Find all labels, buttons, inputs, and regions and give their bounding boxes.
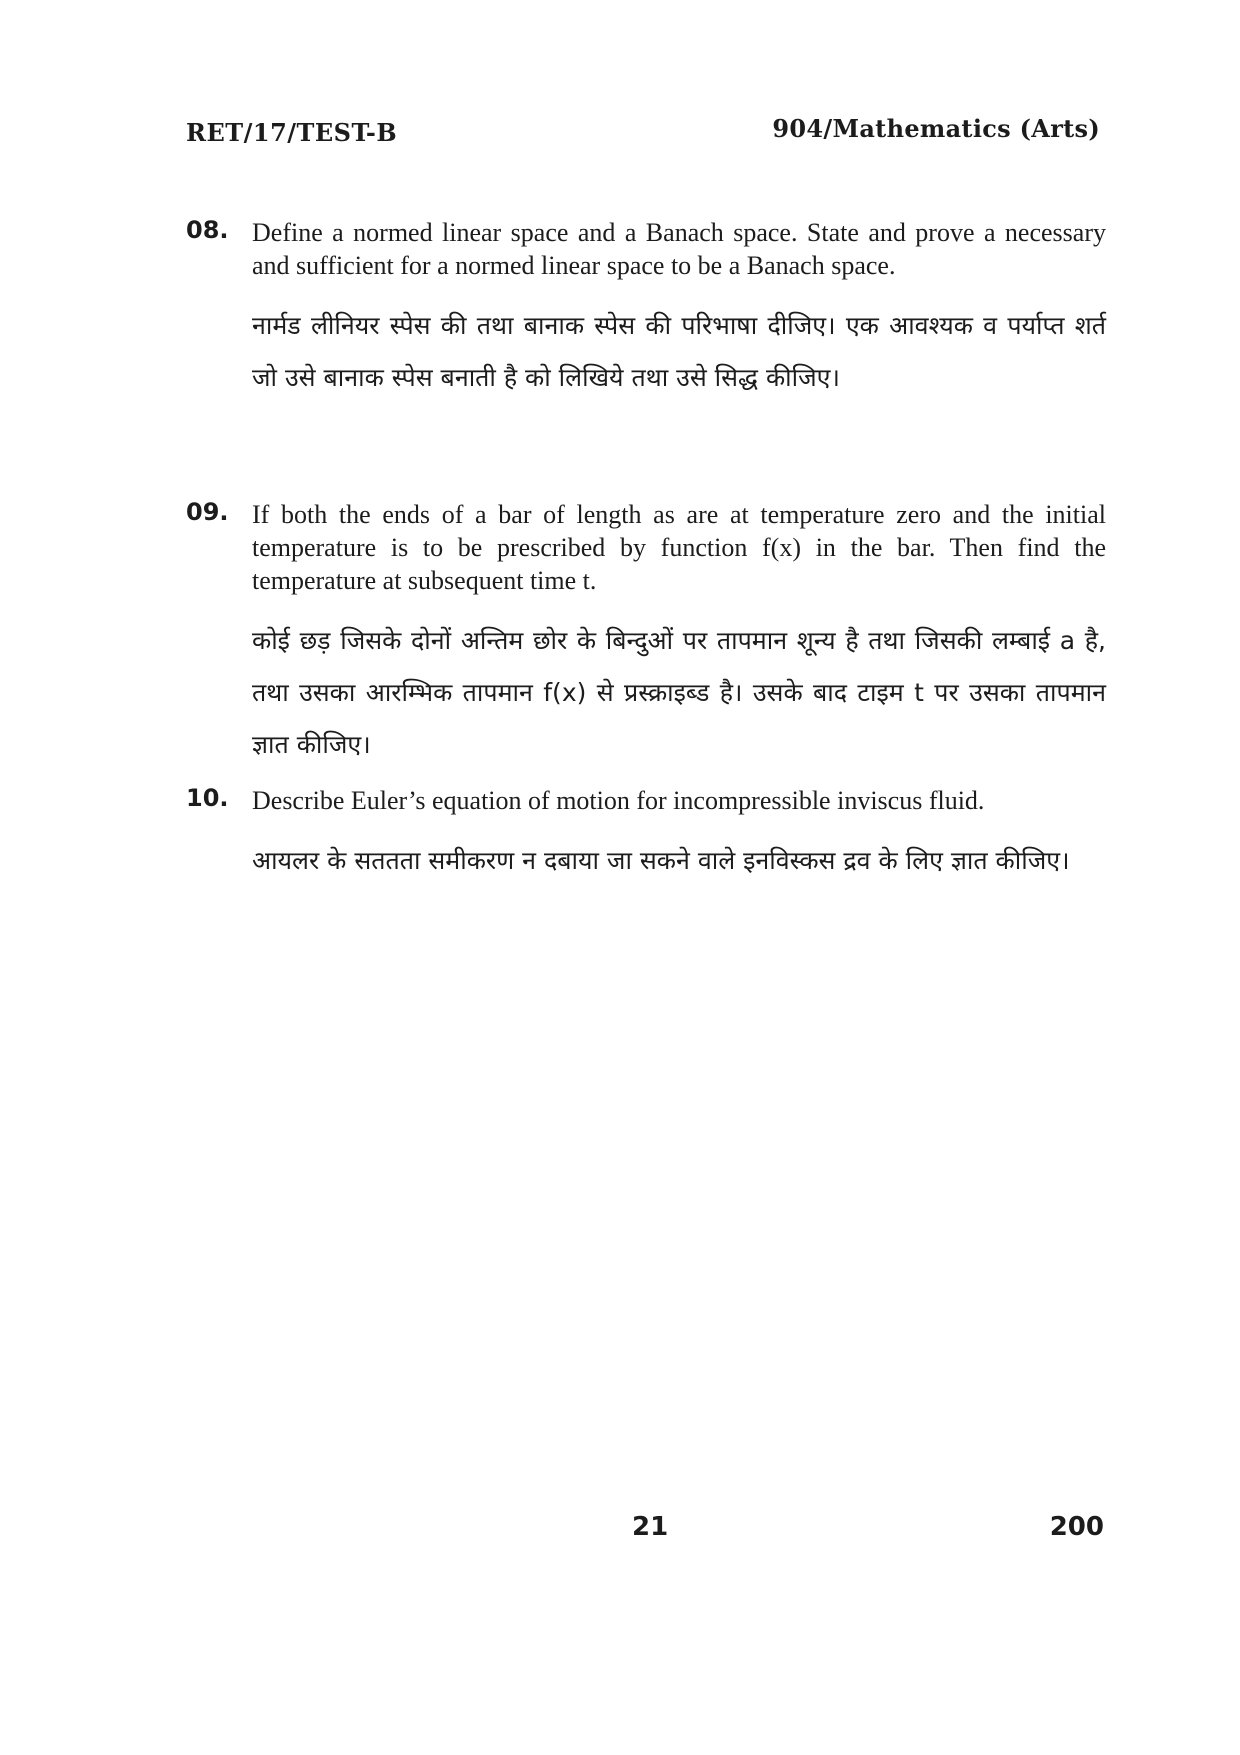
question-text-english: Describe Euler’s equation of motion for incompressible inviscus fluid. bbox=[252, 786, 985, 815]
question-number: 09. bbox=[186, 498, 229, 526]
page-number: 21 bbox=[632, 1512, 669, 1542]
subject-header: 904/Mathematics (Arts) bbox=[772, 114, 1100, 143]
question-number: 08. bbox=[186, 216, 229, 244]
question-text-english: Define a normed linear space and a Banach space. State and prove a necessary and sufficient for a normed linear space to be a Banach space. bbox=[252, 218, 1106, 280]
question-number: 10. bbox=[186, 784, 229, 812]
test-code-header: RET/17/TEST-B bbox=[186, 118, 398, 147]
question-text-hindi: कोई छड़ जिसके दोनों अन्तिम छोर के बिन्दुओं पर तापमान शून्य है तथा जिसकी लम्बाई a है, तथा उसका आरम्भिक तापमान f(x) से प्रस्क्राइब्ड है। उसके बाद टाइम t पर उसका तापमान ज्ञात कीजिए। bbox=[252, 626, 1106, 759]
footer-code: 200 bbox=[1049, 1512, 1104, 1542]
question-text-hindi: आयलर के सततता समीकरण न दबाया जा सकने वाले इनविस्कस द्रव के लिए ज्ञात कीजिए। bbox=[252, 846, 1070, 875]
question-08 bbox=[186, 216, 1106, 404]
question-09 bbox=[186, 498, 1106, 771]
question-10 bbox=[186, 784, 1106, 887]
question-text-english: If both the ends of a bar of length as are at temperature zero and the initial temperature is to be prescribed by function f(x) in the bar. Then find the temperature at subsequent time t. bbox=[252, 500, 1106, 595]
question-text-hindi: नार्मड लीनियर स्पेस की तथा बानाक स्पेस की परिभाषा दीजिए। एक आवश्यक व पर्याप्त शर्त जो उसे बानाक स्पेस बनाती है को लिखिये तथा उसे सिद्ध कीजिए। bbox=[252, 311, 1106, 392]
